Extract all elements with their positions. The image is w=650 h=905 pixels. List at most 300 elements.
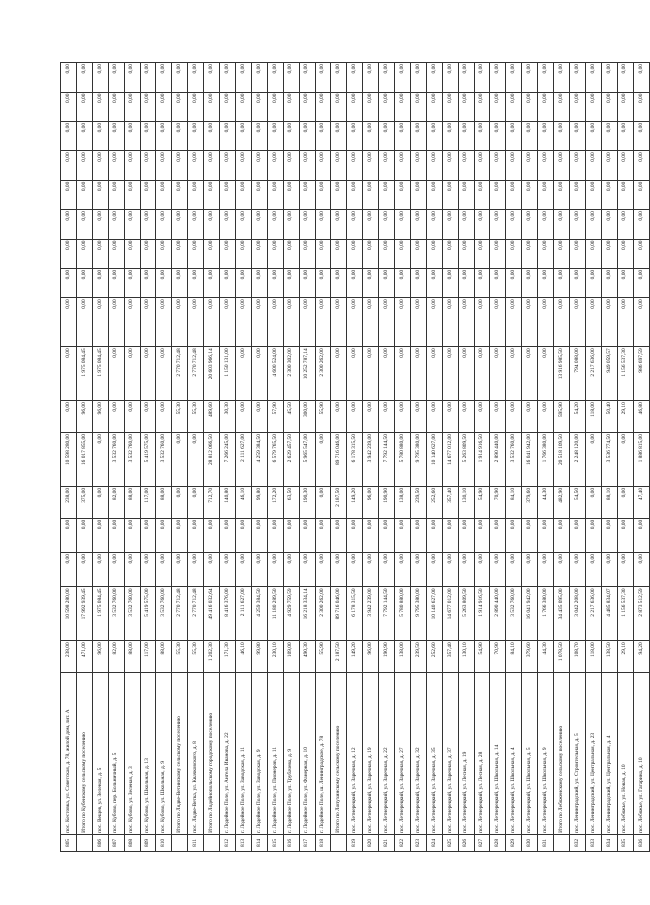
cell-v7: 2 300 302,00 — [283, 347, 299, 401]
cell-v7: 0,00 — [490, 347, 506, 401]
cell-zero: 0,00 — [283, 92, 299, 121]
cell-zero: 0,00 — [61, 121, 77, 150]
cell-zero: 0,00 — [188, 180, 204, 209]
cell-v7: 1 156 537,30 — [617, 347, 633, 401]
cell-v6: 57,90 — [267, 401, 283, 433]
cell-v3: 0,00 — [538, 518, 554, 552]
cell-addr: г. Лодейное Поле, ул. Трубачева, д. 9 — [283, 673, 299, 835]
cell-v4: 375,00 — [76, 486, 92, 518]
cell-zero: 0,00 — [426, 210, 442, 239]
cell-area: 96,00 — [363, 641, 379, 673]
cell-v1: 89 716 046,00 — [331, 587, 347, 641]
cell-zero: 0,00 — [204, 63, 220, 93]
cell-addr: пос. Летнерецкий, ул. Школьная, д. 14 — [490, 673, 506, 835]
cell-zero: 0,00 — [601, 121, 617, 150]
cell-zero: 0,00 — [585, 151, 601, 180]
cell-zero: 0,00 — [474, 239, 490, 268]
cell-zero: 0,00 — [395, 63, 411, 93]
cell-zero: 0,00 — [156, 63, 172, 93]
cell-v6: 0,00 — [251, 401, 267, 433]
cell-v5: 0,00 — [315, 433, 331, 487]
cell-v6: 0,00 — [108, 401, 124, 433]
table-row — [124, 63, 140, 852]
cell-v6: 0,00 — [140, 401, 156, 433]
cell-addr: пос. Летнерецкий, ул. Заречная, д. 27 — [395, 673, 411, 835]
cell-zero: 0,00 — [633, 268, 649, 297]
cell-zero: 0,00 — [251, 210, 267, 239]
cell-no: 810 — [156, 834, 172, 851]
cell-addr: пос. Лебяжье, ул. Новая, д. 10 — [617, 673, 633, 835]
cell-addr: Итого по Кубенскому сельскому поселению — [76, 673, 92, 835]
cell-v5: 20 518 109,50 — [554, 433, 570, 487]
table-row — [458, 63, 474, 852]
cell-addr: Итого по Лебяженскому сельскому поселению — [554, 673, 570, 835]
cell-v6: 0,00 — [538, 401, 554, 433]
cell-zero: 0,00 — [554, 239, 570, 268]
table-row — [442, 63, 458, 852]
cell-no: 820 — [363, 834, 379, 851]
cell-v2: 0,00 — [108, 553, 124, 587]
cell-v6: 54,20 — [570, 401, 586, 433]
cell-v8: 0,00 — [204, 298, 220, 347]
cell-v4: 2 187,50 — [331, 486, 347, 518]
cell-v2: 0,00 — [570, 553, 586, 587]
cell-no: 822 — [395, 834, 411, 851]
cell-zero: 0,00 — [188, 63, 204, 93]
cell-v4: 149,20 — [347, 486, 363, 518]
cell-v5: 10 140 627,00 — [426, 433, 442, 487]
cell-zero: 0,00 — [283, 180, 299, 209]
cell-zero: 0,00 — [410, 92, 426, 121]
cell-zero: 0,00 — [331, 239, 347, 268]
table-body — [61, 63, 650, 852]
cell-area: 29,10 — [617, 641, 633, 673]
cell-v6: 0,00 — [235, 401, 251, 433]
rotated-table-wrapper — [60, 62, 650, 852]
table-row — [267, 63, 283, 852]
cell-v2: 0,00 — [251, 553, 267, 587]
table-row — [570, 63, 586, 852]
cell-v4: 190,30 — [299, 486, 315, 518]
cell-zero: 0,00 — [156, 121, 172, 150]
cell-zero: 0,00 — [220, 92, 236, 121]
table-row — [92, 63, 108, 852]
cell-zero: 0,00 — [570, 210, 586, 239]
cell-v5: 1 914 916,50 — [474, 433, 490, 487]
cell-v4: 47,40 — [633, 486, 649, 518]
cell-v1: 11 180 289,50 — [267, 587, 283, 641]
cell-v8: 0,00 — [156, 298, 172, 347]
cell-v3: 0,00 — [61, 518, 77, 552]
cell-zero: 0,00 — [490, 92, 506, 121]
cell-area: 239,50 — [410, 641, 426, 673]
cell-v1: 2 300 262,00 — [315, 587, 331, 641]
table-row — [235, 63, 251, 852]
cell-zero: 0,00 — [235, 63, 251, 93]
cell-zero: 0,00 — [617, 92, 633, 121]
cell-area: 2 187,50 — [331, 641, 347, 673]
cell-v8: 0,00 — [251, 298, 267, 347]
cell-zero: 0,00 — [124, 268, 140, 297]
cell-v7: 0,00 — [458, 347, 474, 401]
cell-zero: 0,00 — [76, 239, 92, 268]
cell-zero: 0,00 — [522, 151, 538, 180]
cell-v5: 5 780 880,00 — [395, 433, 411, 487]
cell-v2: 0,00 — [379, 553, 395, 587]
cell-v5: 16 017 855,00 — [76, 433, 92, 487]
cell-area: 96,00 — [92, 641, 108, 673]
cell-v2: 0,00 — [331, 553, 347, 587]
cell-v6: 300,00 — [299, 401, 315, 433]
cell-v1: 1 975 084,45 — [92, 587, 108, 641]
cell-zero: 0,00 — [617, 268, 633, 297]
cell-zero: 0,00 — [92, 180, 108, 209]
cell-v2: 0,00 — [474, 553, 490, 587]
cell-v6: 0,00 — [474, 401, 490, 433]
cell-zero: 0,00 — [363, 239, 379, 268]
cell-v7: 0,00 — [395, 347, 411, 401]
cell-zero: 0,00 — [124, 239, 140, 268]
cell-no: 806 — [92, 834, 108, 851]
cell-v4: 0,00 — [585, 486, 601, 518]
cell-zero: 0,00 — [601, 63, 617, 93]
cell-zero: 0,00 — [61, 92, 77, 121]
cell-zero: 0,00 — [410, 210, 426, 239]
cell-v7: 0,00 — [506, 347, 522, 401]
cell-v5: 6 579 765,50 — [267, 433, 283, 487]
cell-zero: 0,00 — [379, 180, 395, 209]
cell-zero: 0,00 — [315, 268, 331, 297]
cell-v6: 29,10 — [617, 401, 633, 433]
cell-area: 118,00 — [585, 641, 601, 673]
cell-zero: 0,00 — [76, 180, 92, 209]
cell-v7: 0,00 — [474, 347, 490, 401]
cell-zero: 0,00 — [426, 268, 442, 297]
cell-v2: 0,00 — [522, 553, 538, 587]
cell-zero: 0,00 — [172, 210, 188, 239]
cell-v3: 0,00 — [172, 518, 188, 552]
cell-addr: пос. Лебяжье, ул. Гагарина, д. 10 — [633, 673, 649, 835]
cell-v6: 45,50 — [283, 401, 299, 433]
cell-zero: 0,00 — [617, 63, 633, 93]
cell-zero: 0,00 — [204, 151, 220, 180]
cell-v7: 949 059,57 — [601, 347, 617, 401]
cell-v6: 96,00 — [92, 401, 108, 433]
cell-no: 835 — [617, 834, 633, 851]
cell-zero: 0,00 — [379, 268, 395, 297]
cell-addr: пос. Летнерецкий, ул. Заречная, д. 37 — [442, 673, 458, 835]
cell-v3: 0,00 — [92, 518, 108, 552]
cell-v5: 28 812 066,50 — [204, 433, 220, 487]
cell-v4: 0,00 — [617, 486, 633, 518]
cell-zero: 0,00 — [156, 151, 172, 180]
cell-v2: 0,00 — [283, 553, 299, 587]
cell-v7: 10 252 787,14 — [299, 347, 315, 401]
cell-v6: 46,80 — [633, 401, 649, 433]
cell-zero: 0,00 — [172, 92, 188, 121]
cell-zero: 0,00 — [458, 121, 474, 150]
cell-v5: 5 419 575,00 — [140, 433, 156, 487]
cell-v1: 3 042 208,00 — [570, 587, 586, 641]
cell-zero: 0,00 — [633, 151, 649, 180]
cell-zero: 0,00 — [490, 239, 506, 268]
cell-v3: 0,00 — [315, 518, 331, 552]
cell-v1: 7 792 144,50 — [379, 587, 395, 641]
cell-area: 88,00 — [124, 641, 140, 673]
cell-v2: 0,00 — [299, 553, 315, 587]
cell-v6: 0,00 — [395, 401, 411, 433]
cell-zero: 0,00 — [554, 210, 570, 239]
cell-v5: 0,00 — [172, 433, 188, 487]
cell-no: 830 — [522, 834, 538, 851]
cell-v1: 3 942 239,00 — [363, 587, 379, 641]
cell-zero: 0,00 — [347, 268, 363, 297]
cell-zero: 0,00 — [140, 151, 156, 180]
cell-zero: 0,00 — [108, 151, 124, 180]
cell-v8: 0,00 — [570, 298, 586, 347]
cell-v1: 2 890 440,00 — [490, 587, 506, 641]
cell-area: 44,30 — [538, 641, 554, 673]
cell-zero: 0,00 — [570, 92, 586, 121]
cell-addr: пос. Ленинградский, ул. Центральная, д. 23 — [585, 673, 601, 835]
cell-addr: пос. Летнерецкий, ул. Заречная, д. 22 — [379, 673, 395, 835]
table-row — [522, 63, 538, 852]
cell-zero: 0,00 — [299, 210, 315, 239]
cell-v5: 3 532 760,00 — [108, 433, 124, 487]
cell-area: 84,10 — [506, 641, 522, 673]
cell-v3: 0,00 — [395, 518, 411, 552]
cell-v8: 0,00 — [188, 298, 204, 347]
table-row — [140, 63, 156, 852]
cell-v3: 0,00 — [442, 518, 458, 552]
cell-v5: 2 629 457,50 — [283, 433, 299, 487]
cell-v2: 0,00 — [426, 553, 442, 587]
cell-zero: 0,00 — [267, 180, 283, 209]
cell-zero: 0,00 — [617, 239, 633, 268]
cell-v3: 0,00 — [108, 518, 124, 552]
cell-zero: 0,00 — [140, 239, 156, 268]
cell-v8: 0,00 — [442, 298, 458, 347]
cell-no: 814 — [251, 834, 267, 851]
cell-v8: 0,00 — [426, 298, 442, 347]
cell-zero: 0,00 — [188, 239, 204, 268]
cell-zero: 0,00 — [267, 92, 283, 121]
cell-v1: 3 532 760,00 — [506, 587, 522, 641]
table-row — [347, 63, 363, 852]
cell-zero: 0,00 — [538, 268, 554, 297]
cell-zero: 0,00 — [315, 63, 331, 93]
cell-zero: 0,00 — [395, 268, 411, 297]
cell-zero: 0,00 — [315, 210, 331, 239]
cell-v4: 44,30 — [538, 486, 554, 518]
cell-area: 82,00 — [108, 641, 124, 673]
cell-v1: 16 041 942,00 — [522, 587, 538, 641]
cell-v3: 0,00 — [522, 518, 538, 552]
cell-zero: 0,00 — [92, 268, 108, 297]
cell-v2: 0,00 — [458, 553, 474, 587]
cell-v4: 54,50 — [570, 486, 586, 518]
cell-addr: пос. Кубово, ул. Школьная, д. 9 — [156, 673, 172, 835]
subtotal-row — [172, 63, 188, 852]
cell-addr: г. Лодейное Поле, ул. Заводская, д. 11 — [235, 673, 251, 835]
cell-v5: 3 942 239,00 — [363, 433, 379, 487]
cell-v8: 0,00 — [124, 298, 140, 347]
cell-zero: 0,00 — [108, 92, 124, 121]
cell-zero: 0,00 — [220, 210, 236, 239]
cell-v4: 54,90 — [474, 486, 490, 518]
cell-v6: 55,30 — [188, 401, 204, 433]
cell-v3: 0,00 — [506, 518, 522, 552]
cell-area: 70,90 — [490, 641, 506, 673]
cell-v5: 9 795 380,00 — [410, 433, 426, 487]
cell-zero: 0,00 — [585, 121, 601, 150]
cell-zero: 0,00 — [617, 151, 633, 180]
cell-no: 832 — [570, 834, 586, 851]
cell-zero: 0,00 — [474, 151, 490, 180]
cell-zero: 0,00 — [347, 92, 363, 121]
cell-v7: 0,00 — [331, 347, 347, 401]
cell-zero: 0,00 — [331, 210, 347, 239]
cell-zero: 0,00 — [490, 268, 506, 297]
cell-v4: 117,00 — [140, 486, 156, 518]
cell-v3: 0,00 — [299, 518, 315, 552]
cell-zero: 0,00 — [585, 268, 601, 297]
cell-addr: г. Лодейное Поле, ул. Заводская, д. 9 — [251, 673, 267, 835]
cell-v1: 3 532 760,00 — [108, 587, 124, 641]
cell-zero: 0,00 — [220, 239, 236, 268]
cell-v4: 88,00 — [124, 486, 140, 518]
cell-v5: 2 111 627,00 — [235, 433, 251, 487]
cell-addr: пос. Ленинградский, ул. Строительная, д. 5 — [570, 673, 586, 835]
cell-zero: 0,00 — [538, 121, 554, 150]
cell-v6: 0,00 — [458, 401, 474, 433]
cell-zero: 0,00 — [410, 121, 426, 150]
cell-zero: 0,00 — [506, 210, 522, 239]
cell-area: 55,90 — [315, 641, 331, 673]
cell-no — [204, 834, 220, 851]
cell-v8: 0,00 — [76, 298, 92, 347]
cell-v4: 84,10 — [506, 486, 522, 518]
cell-zero: 0,00 — [585, 210, 601, 239]
cell-no: 819 — [347, 834, 363, 851]
cell-zero: 0,00 — [76, 151, 92, 180]
cell-zero: 0,00 — [474, 210, 490, 239]
cell-zero: 0,00 — [299, 180, 315, 209]
cell-addr: г. Лодейное Поле, ул. Пионеров, д. 11 — [267, 673, 283, 835]
cell-zero: 0,00 — [76, 92, 92, 121]
cell-zero: 0,00 — [601, 180, 617, 209]
cell-zero: 0,00 — [283, 151, 299, 180]
cell-zero: 0,00 — [379, 210, 395, 239]
cell-addr: пос. Лядве-Ветка, ул. Квачковского, д. 8 — [188, 673, 204, 835]
cell-v5: 3 536 774,50 — [601, 433, 617, 487]
cell-zero: 0,00 — [188, 92, 204, 121]
cell-zero: 0,00 — [283, 63, 299, 93]
cell-zero: 0,00 — [108, 268, 124, 297]
cell-zero: 0,00 — [395, 180, 411, 209]
cell-v2: 0,00 — [633, 553, 649, 587]
cell-zero: 0,00 — [315, 239, 331, 268]
cell-zero: 0,00 — [538, 239, 554, 268]
cell-v8: 0,00 — [617, 298, 633, 347]
cell-addr: пос. Летнерецкий, ул. Заречная, д. 32 — [410, 673, 426, 835]
cell-zero: 0,00 — [299, 121, 315, 150]
cell-zero: 0,00 — [220, 268, 236, 297]
cell-zero: 0,00 — [522, 210, 538, 239]
table-row — [188, 63, 204, 852]
cell-v3: 0,00 — [490, 518, 506, 552]
table-row — [108, 63, 124, 852]
cell-area: 46,10 — [235, 641, 251, 673]
table-row — [379, 63, 395, 852]
cell-area: 138,00 — [395, 641, 411, 673]
cell-zero: 0,00 — [570, 151, 586, 180]
housing-program-table — [60, 62, 650, 852]
cell-v7: 0,00 — [379, 347, 395, 401]
cell-v7: 0,00 — [251, 347, 267, 401]
cell-v7: 1 150 131,00 — [220, 347, 236, 401]
cell-area: 88,00 — [156, 641, 172, 673]
cell-v5: 4 259 384,50 — [251, 433, 267, 487]
cell-zero: 0,00 — [251, 239, 267, 268]
cell-addr: пос. Летнерецкий, ул. Школьная, д. 4 — [506, 673, 522, 835]
cell-area: 357,40 — [442, 641, 458, 673]
cell-v4: 63,50 — [283, 486, 299, 518]
cell-zero: 0,00 — [124, 63, 140, 93]
table-row — [538, 63, 554, 852]
cell-v2: 0,00 — [172, 553, 188, 587]
cell-v8: 0,00 — [315, 298, 331, 347]
cell-zero: 0,00 — [204, 92, 220, 121]
cell-area: 108,70 — [570, 641, 586, 673]
cell-v7: 0,00 — [538, 347, 554, 401]
cell-zero: 0,00 — [522, 121, 538, 150]
cell-zero: 0,00 — [61, 268, 77, 297]
cell-zero: 0,00 — [172, 180, 188, 209]
cell-zero: 0,00 — [235, 121, 251, 150]
cell-v8: 0,00 — [474, 298, 490, 347]
cell-no: 816 — [283, 834, 299, 851]
cell-v2: 0,00 — [156, 553, 172, 587]
cell-v8: 0,00 — [538, 298, 554, 347]
cell-addr: г. Лодейное Поле, ш. Ленинградское, д. 78 — [315, 673, 331, 835]
cell-v6: 0,00 — [363, 401, 379, 433]
cell-addr: пос. Кестовка, ул. Советская, д. 78, жилой дом, лит. А — [61, 673, 77, 835]
table-row — [410, 63, 426, 852]
cell-zero: 0,00 — [124, 92, 140, 121]
cell-area: 130,10 — [458, 641, 474, 673]
cell-v8: 0,00 — [299, 298, 315, 347]
cell-no: 823 — [410, 834, 426, 851]
cell-zero: 0,00 — [554, 121, 570, 150]
cell-zero: 0,00 — [554, 63, 570, 93]
cell-zero: 0,00 — [76, 121, 92, 150]
cell-zero: 0,00 — [220, 151, 236, 180]
cell-v4: 96,00 — [363, 486, 379, 518]
cell-zero: 0,00 — [108, 239, 124, 268]
cell-zero: 0,00 — [554, 268, 570, 297]
cell-zero: 0,00 — [585, 239, 601, 268]
cell-zero: 0,00 — [188, 151, 204, 180]
cell-zero: 0,00 — [347, 121, 363, 150]
cell-zero: 0,00 — [585, 92, 601, 121]
cell-zero: 0,00 — [395, 210, 411, 239]
cell-zero: 0,00 — [283, 239, 299, 268]
cell-v3: 0,00 — [617, 518, 633, 552]
cell-zero: 0,00 — [347, 239, 363, 268]
cell-zero: 0,00 — [474, 63, 490, 93]
cell-v1: 9 795 380,00 — [410, 587, 426, 641]
